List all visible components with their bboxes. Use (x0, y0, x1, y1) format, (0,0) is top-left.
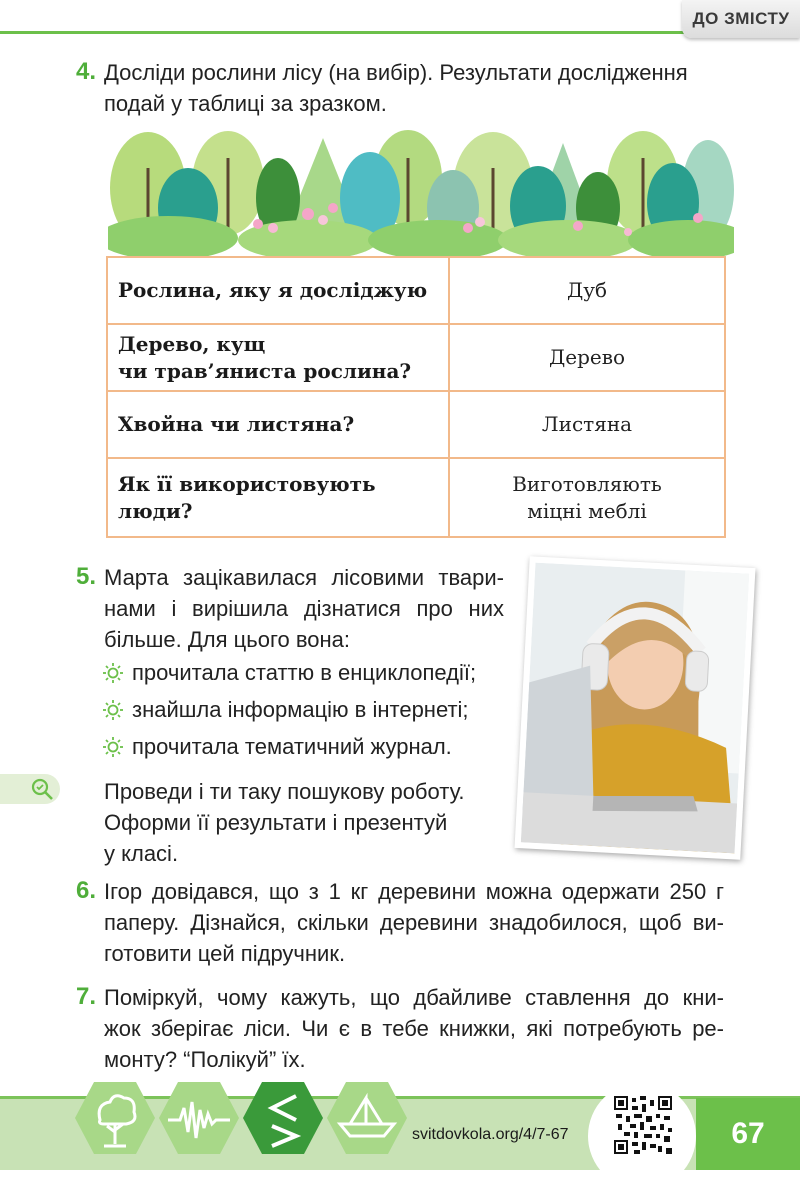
bullet-text: прочитала статтю в енциклопедії; (132, 660, 477, 685)
table-answer-cell (449, 257, 725, 324)
answer-text: Дерево (548, 345, 626, 369)
bullet-text: прочитала тематичний журнал. (132, 734, 452, 759)
bullet-text: знайшла інформацію в інтернеті; (132, 697, 469, 722)
task-7-line-2: жок зберігає ліси. Чи є в тебе книжки, які потребують ре- (104, 1016, 724, 1041)
table-row (107, 458, 725, 537)
bullet-item (102, 734, 452, 760)
task-5-extra-line-1: Проведи і ти таку пошукову роботу. (104, 779, 465, 804)
task-5-extra-line-3: у класі. (104, 841, 179, 866)
toc-button[interactable]: ДО ЗМІСТУ (682, 0, 800, 38)
table-question-cell (107, 458, 449, 537)
girl-with-laptop-photo (515, 556, 756, 859)
research-marker (0, 774, 60, 804)
tree-icon (74, 1080, 156, 1156)
question-text-line-2: люди? (118, 498, 193, 523)
resource-link[interactable]: svitdovkola.org/4/7-67 (412, 1126, 569, 1143)
question-text: Рослина, яку я досліджую (118, 278, 428, 302)
task-6-line-2: паперу. Дізнайся, скільки деревини знадобилося, щоб ви- (104, 910, 724, 935)
answer-text: Виготовляють (512, 471, 662, 496)
task-4-line-1: Досліди рослини лісу (на вибір). Результати дослідження (104, 60, 688, 85)
table-answer-cell (449, 458, 725, 537)
table-answer-cell (449, 324, 725, 391)
table-row (107, 391, 725, 458)
sun-bullet-icon (102, 662, 124, 684)
question-text-line-2: чи трав’яниста рослина? (118, 358, 412, 383)
table-question-cell (107, 391, 449, 458)
question-text: Дерево, кущ (118, 331, 266, 356)
bullet-item (102, 697, 469, 723)
task-4-number: 4. (76, 58, 97, 85)
top-divider (0, 31, 690, 34)
task-7-number: 7. (76, 983, 97, 1010)
question-text: Хвойна чи листяна? (118, 412, 355, 436)
task-5-line-1: Марта зацікавилася лісовими твари- (104, 565, 504, 590)
task-6-line-3: готовити цей підручник. (104, 941, 346, 966)
table-question-cell (107, 257, 449, 324)
waveform-icon (158, 1080, 240, 1156)
table-row (107, 324, 725, 391)
magnifier-icon (30, 777, 54, 801)
task-5-extra-line-2: Оформи її результати і презентуй (104, 810, 448, 835)
task-6-line-1: Ігор довідався, що з 1 кг деревини можна одержати 250 г (104, 879, 724, 904)
answer-text-line-2: міцні меблі (527, 498, 647, 523)
table-question-cell (107, 324, 449, 391)
table-row (107, 257, 725, 324)
table-answer-cell (449, 391, 725, 458)
question-text: Як її використовують (118, 471, 376, 496)
task-5-line-2: нами і вирішила дізнатися про них (104, 596, 504, 621)
sun-bullet-icon (102, 736, 124, 758)
task-4-line-2: подай у таблиці за зразком. (104, 91, 387, 116)
paper-boat-icon (326, 1080, 408, 1156)
bullet-item (102, 660, 476, 686)
photo-image (521, 563, 749, 854)
task-7-line-3: монту? “Полікуй” їх. (104, 1047, 306, 1072)
compare-icon (242, 1080, 324, 1156)
qr-code-icon[interactable] (614, 1096, 672, 1154)
answer-text: Дуб (566, 278, 608, 302)
task-7-line-1: Поміркуй, чому кажуть, що дбайливе ставлення до кни- (104, 985, 724, 1010)
page-number: 67 (696, 1098, 800, 1170)
research-table (106, 256, 726, 538)
task-6-number: 6. (76, 877, 97, 904)
forest-illustration (108, 128, 734, 256)
task-5-line-3: більше. Для цього вона: (104, 627, 351, 652)
task-5-number: 5. (76, 563, 97, 590)
sun-bullet-icon (102, 699, 124, 721)
answer-text: Листяна (541, 412, 633, 436)
